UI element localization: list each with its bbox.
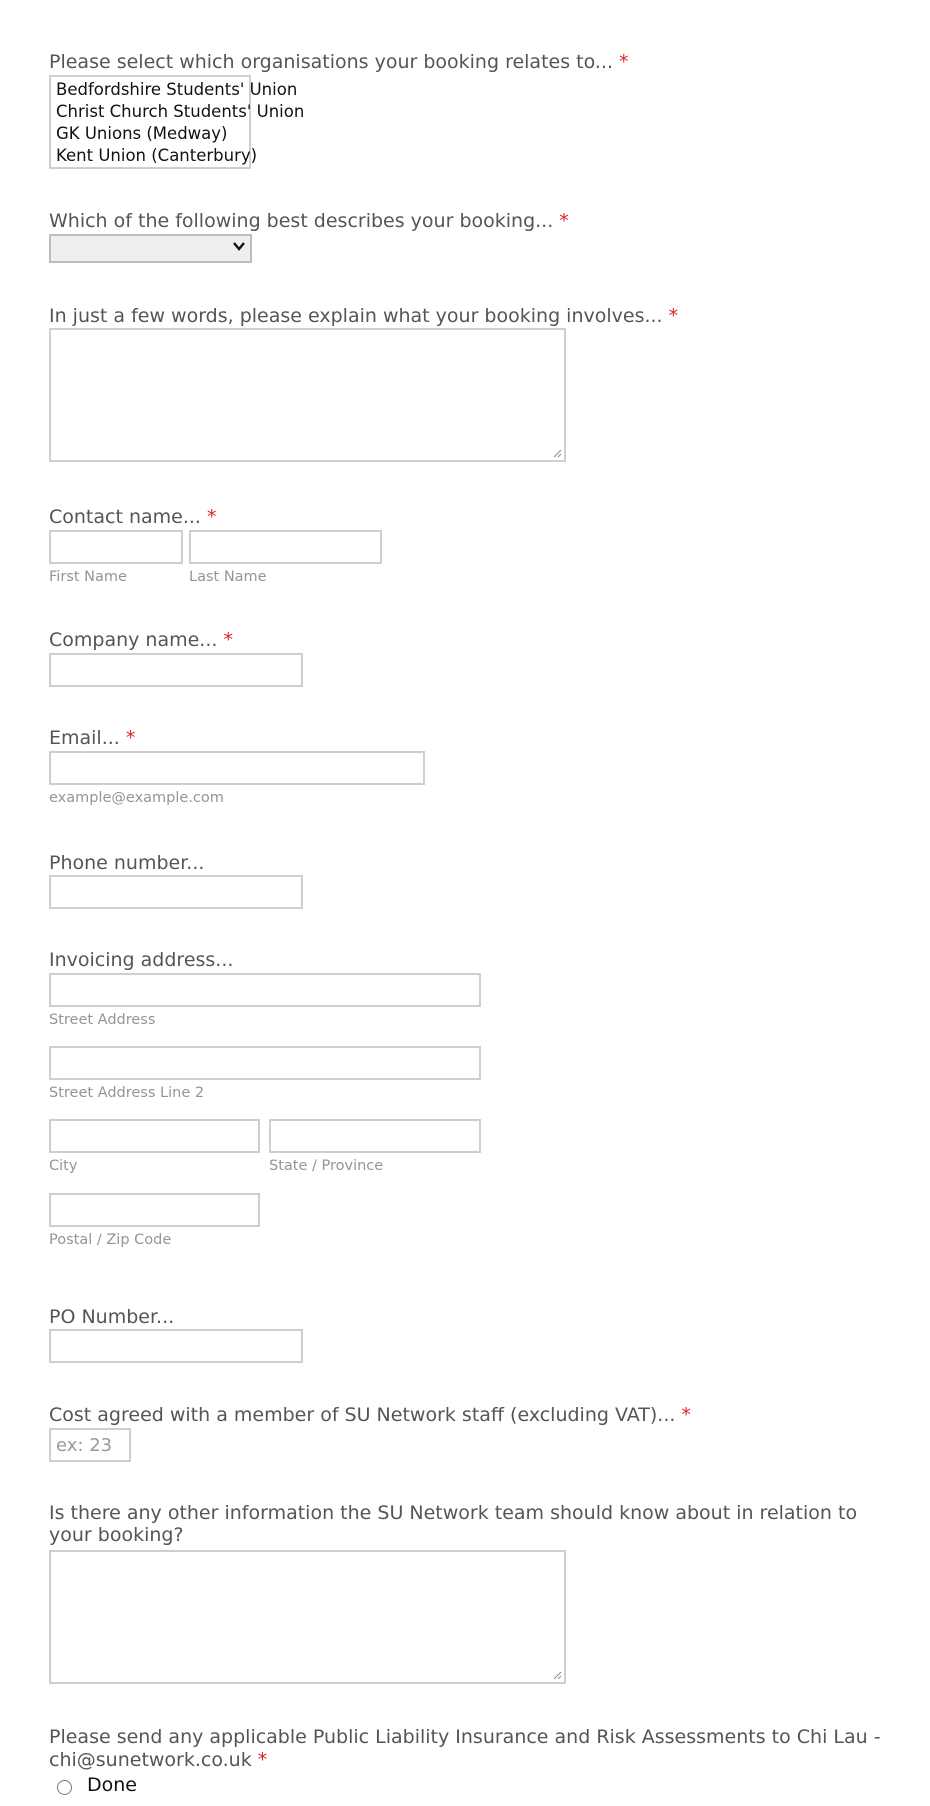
booking-explain-textarea[interactable] <box>49 328 566 462</box>
first-name-input[interactable] <box>49 530 183 564</box>
required-marker: * <box>223 629 233 651</box>
insurance-label-line2: chi@sunetwork.co.uk <box>49 1749 252 1771</box>
invoicing-label-text: Invoicing address... <box>49 949 234 971</box>
email-input[interactable] <box>49 751 425 785</box>
street-address-sublabel: Street Address <box>49 1012 156 1028</box>
phone-label-text: Phone number... <box>49 852 205 874</box>
first-name-sublabel: First Name <box>49 569 127 585</box>
city-sublabel: City <box>49 1158 78 1174</box>
organisation-option[interactable]: GK Unions (Medway) <box>56 124 228 143</box>
state-province-input[interactable] <box>269 1119 481 1153</box>
resize-grip-icon[interactable] <box>552 448 562 458</box>
booking-explain-label-text: In just a few words, please explain what your booking involves... <box>49 305 663 327</box>
po-label <box>49 1306 174 1328</box>
resize-grip-icon[interactable] <box>552 1670 562 1680</box>
email-sublabel: example@example.com <box>49 790 224 806</box>
phone-input[interactable] <box>49 875 303 909</box>
insurance-label <box>49 1726 881 1772</box>
contact-name-label-text: Contact name... <box>49 506 201 528</box>
city-input[interactable] <box>49 1119 260 1153</box>
booking-type-select[interactable] <box>49 234 252 263</box>
street-address-line2-input[interactable] <box>49 1046 481 1080</box>
required-marker: * <box>257 1749 268 1771</box>
invoicing-label <box>49 949 233 971</box>
organisations-listbox[interactable] <box>49 75 305 169</box>
last-name-input[interactable] <box>189 530 382 564</box>
email-label <box>49 727 135 749</box>
phone-label <box>49 852 204 874</box>
postal-code-sublabel: Postal / Zip Code <box>49 1232 172 1248</box>
organisation-option[interactable]: Kent Union (Canterbury) <box>56 146 258 165</box>
company-label <box>49 629 233 651</box>
required-marker: * <box>559 210 569 232</box>
organisation-option[interactable]: Christ Church Students' Union <box>56 102 305 121</box>
done-option-label[interactable]: Done <box>87 1774 137 1796</box>
required-marker: * <box>125 727 136 749</box>
chevron-down-icon <box>232 239 246 253</box>
po-input[interactable] <box>49 1329 303 1363</box>
required-marker: * <box>681 1404 691 1426</box>
contact-name-label <box>49 506 216 528</box>
booking-type-label-text: Which of the following best describes your booking... <box>49 210 554 232</box>
booking-explain-label <box>49 305 678 327</box>
required-marker: * <box>619 51 629 73</box>
cost-input[interactable] <box>49 1428 131 1462</box>
cost-label <box>49 1404 691 1426</box>
state-province-sublabel: State / Province <box>269 1158 384 1174</box>
other-info-textarea[interactable] <box>49 1550 566 1684</box>
organisation-option[interactable]: Bedfordshire Students' Union <box>56 80 298 99</box>
street-address-line2-sublabel: Street Address Line 2 <box>49 1085 205 1101</box>
street-address-input[interactable] <box>49 973 481 1007</box>
organisations-label-text: Please select which organisations your booking relates to... <box>49 51 614 73</box>
company-input[interactable] <box>49 653 303 687</box>
done-radio[interactable] <box>57 1780 72 1795</box>
po-label-text: PO Number... <box>49 1306 175 1328</box>
other-info-label <box>49 1502 857 1546</box>
organisations-label <box>49 51 629 73</box>
cost-label-text: Cost agreed with a member of SU Network staff (excluding VAT)... <box>49 1404 676 1426</box>
other-info-label-line2: your booking? <box>49 1524 184 1546</box>
insurance-label-line1: Please send any applicable Public Liability Insurance and Risk Assessments to Chi Lau - <box>49 1726 881 1748</box>
required-marker: * <box>206 506 217 528</box>
postal-code-input[interactable] <box>49 1193 260 1227</box>
required-marker: * <box>668 305 679 327</box>
booking-type-label <box>49 210 569 232</box>
last-name-sublabel: Last Name <box>189 569 267 585</box>
cost-placeholder: ex: 23 <box>56 1435 113 1456</box>
other-info-label-line1: Is there any other information the SU Network team should know about in relation to <box>49 1502 858 1524</box>
company-label-text: Company name... <box>49 629 218 651</box>
email-label-text: Email... <box>49 727 120 749</box>
